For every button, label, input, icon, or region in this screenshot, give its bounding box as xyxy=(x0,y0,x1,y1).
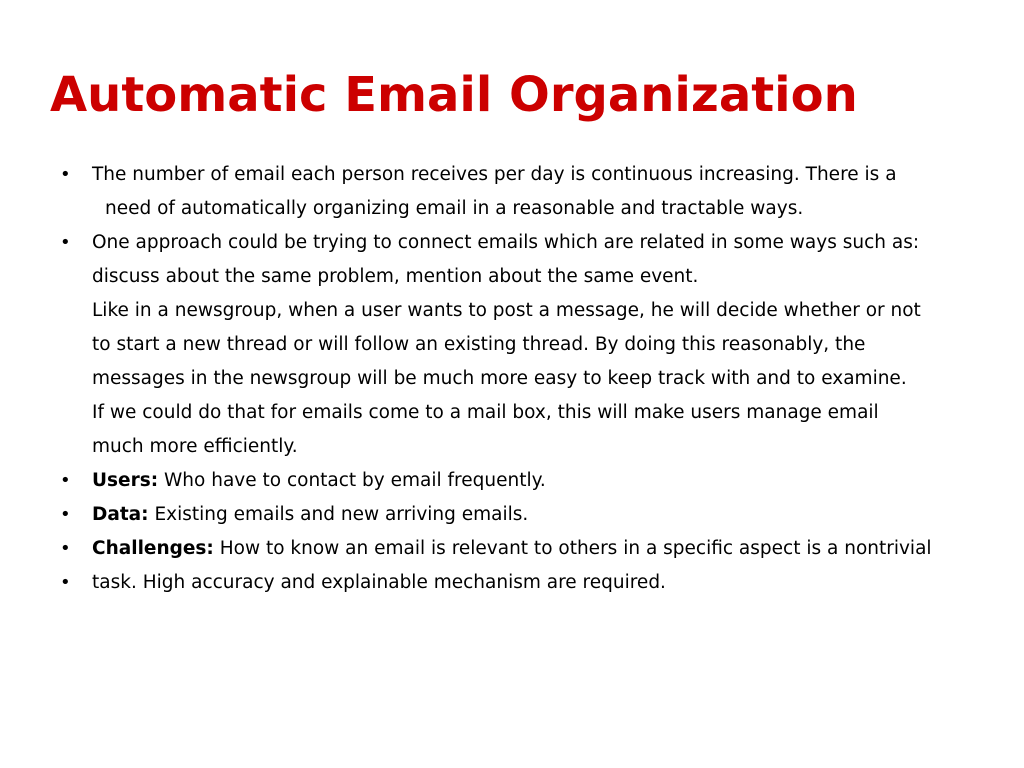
data-label: Data: xyxy=(92,504,149,525)
paragraph-text: If we could do that for emails come to a mail box, this will make users manage email xyxy=(92,402,879,423)
challenges-label: Challenges: xyxy=(92,538,214,559)
paragraph-text: How to know an email is relevant to others in a specific aspect is a nontrivial xyxy=(213,538,932,559)
paragraph-text: much more efficiently. xyxy=(92,436,298,457)
bullet-icon: • xyxy=(60,470,71,491)
bullet-icon: • xyxy=(60,572,71,593)
bullet-icon: • xyxy=(60,232,71,253)
list-item xyxy=(60,402,1010,424)
list-item xyxy=(60,436,1010,458)
list-item xyxy=(60,266,1010,288)
paragraph-text: Like in a newsgroup, when a user wants to post a message, he will decide whether or not xyxy=(92,300,921,321)
list-item xyxy=(60,538,1010,560)
paragraph-text: discuss about the same problem, mention about the same event. xyxy=(92,266,699,287)
list-item xyxy=(60,368,1010,390)
bullet-icon: • xyxy=(60,504,71,525)
list-item xyxy=(60,470,1010,492)
list-item xyxy=(60,232,1010,254)
paragraph-text: The number of email each person receives per day is continuous increasing. There is a xyxy=(92,164,897,185)
paragraph-text: One approach could be trying to connect emails which are related in some ways such as: xyxy=(92,232,920,253)
list-item xyxy=(60,164,1010,186)
paragraph-text: task. High accuracy and explainable mechanism are required. xyxy=(92,572,666,593)
bullet-icon: • xyxy=(60,538,71,559)
list-item xyxy=(60,198,1010,220)
paragraph-text: Who have to contact by email frequently. xyxy=(158,470,546,491)
paragraph-text: Existing emails and new arriving emails. xyxy=(148,504,529,525)
list-item xyxy=(60,300,1010,322)
users-label: Users: xyxy=(92,470,159,491)
paragraph-text: messages in the newsgroup will be much more easy to keep track with and to examine. xyxy=(92,368,907,389)
list-item xyxy=(60,334,1010,356)
paragraph-text: to start a new thread or will follow an existing thread. By doing this reasonably, the xyxy=(92,334,866,355)
list-item xyxy=(60,504,1010,526)
bullet-list xyxy=(60,164,1010,606)
slide-title: Automatic Email Organization xyxy=(50,67,858,123)
paragraph-text: need of automatically organizing email in a reasonable and tractable ways. xyxy=(105,198,804,219)
bullet-icon: • xyxy=(60,164,71,185)
list-item xyxy=(60,572,1010,594)
